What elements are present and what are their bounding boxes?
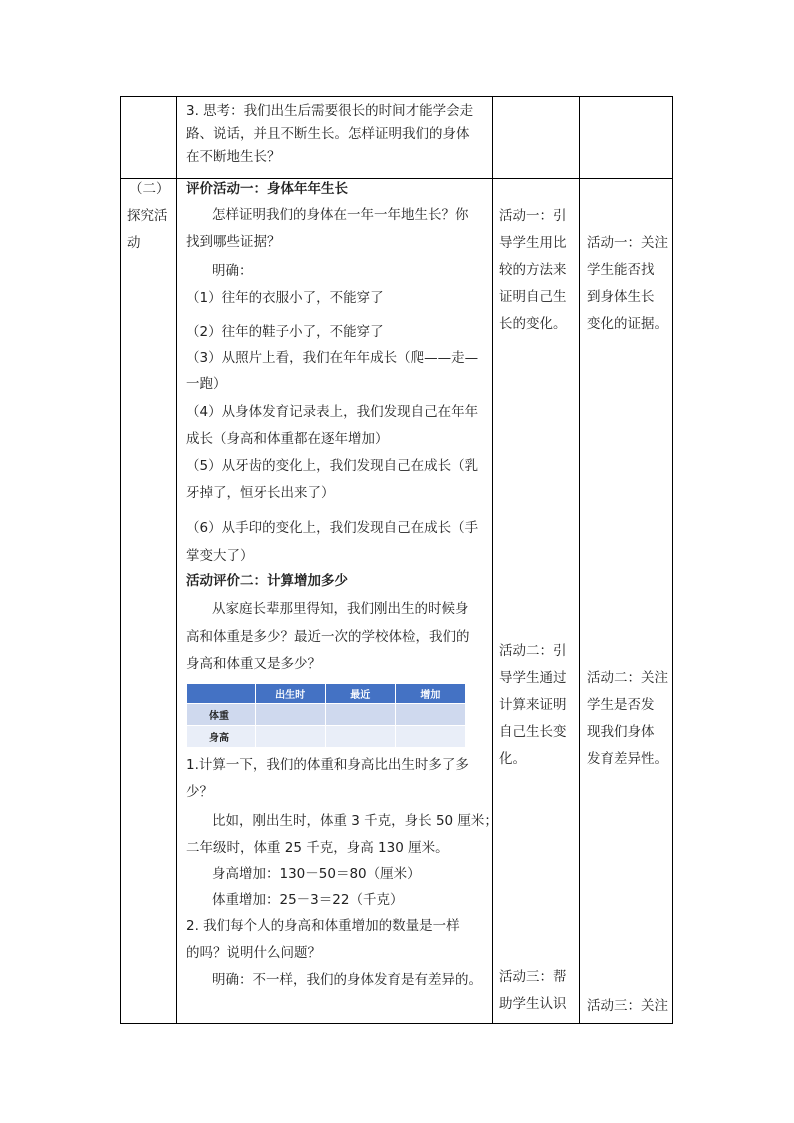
text-line: 较的方法来 [499, 262, 567, 278]
table-cell [255, 704, 325, 726]
text-line: 自己生长变 [499, 724, 567, 740]
column-divider [176, 97, 177, 1023]
evidence-item: （6）从手印的变化上，我们发现自己在成长（手 [186, 520, 479, 536]
text-line: 化。 [499, 751, 526, 767]
text-line: 体重增加：25－3＝22（千克） [212, 892, 404, 908]
section-name-line: 探究活 [127, 208, 168, 224]
activity-heading-2: 活动评价二：计算增加多少 [186, 573, 348, 589]
table-header-cell: 增加 [395, 684, 465, 704]
text-line: 的吗？说明什么问题？ [186, 945, 321, 961]
text-line: 路、说话，并且不断生长。怎样证明我们的身体 [186, 126, 470, 142]
text-line: 从家庭长辈那里得知，我们刚出生的时候身 [212, 601, 469, 617]
evidence-item: 掌变大了） [186, 548, 254, 564]
text-line: 高和体重是多少？最近一次的学校体检，我们的 [186, 629, 470, 645]
text-line: 活动三：帮 [499, 969, 567, 985]
text-line: 助学生认识 [499, 996, 567, 1012]
text-line: 3. 思考：我们出生后需要很长的时间才能学会走 [186, 103, 474, 119]
evidence-item: 一跑） [186, 376, 227, 392]
evidence-item: （3）从照片上看，我们在年年成长（爬——走— [186, 350, 479, 366]
evidence-item: 成长（身高和体重都在逐年增加） [186, 431, 389, 447]
text-line: 活动一：关注 [587, 235, 668, 251]
text-line: 二年级时，体重 25 千克，身高 130 厘米。 [186, 840, 449, 856]
table-cell [395, 726, 465, 748]
table-header-cell: 最近 [325, 684, 395, 704]
text-line: 计算来证明 [499, 697, 567, 713]
evidence-item: 牙掉了，恒牙长出来了） [186, 485, 335, 501]
text-line: 现我们身体 [587, 724, 655, 740]
text-line: 身高增加：130－50＝80（厘米） [212, 866, 421, 882]
table-cell [325, 726, 395, 748]
table-row [187, 726, 466, 748]
evidence-item: （1）往年的衣服小了，不能穿了 [186, 290, 384, 306]
table-row [187, 704, 466, 726]
text-line: 长的变化。 [499, 316, 567, 332]
text-line: 导学生用比 [499, 235, 567, 251]
table-cell [395, 704, 465, 726]
text-line: 明确：不一样，我们的身体发育是有差异的。 [212, 972, 482, 988]
text-line: 导学生通过 [499, 670, 567, 686]
text-line: 在不断地生长？ [186, 149, 281, 165]
table-cell [325, 704, 395, 726]
column-divider [492, 97, 493, 1023]
table-header-row [187, 684, 466, 704]
activity-heading-1: 评价活动一：身体年年生长 [186, 181, 348, 197]
column-divider [579, 97, 580, 1023]
text-line: 怎样证明我们的身体在一年一年地生长？你 [212, 207, 469, 223]
evidence-item: （2）往年的鞋子小了，不能穿了 [186, 324, 384, 340]
table-header-cell [187, 684, 256, 704]
text-line: 学生是否发 [587, 697, 655, 713]
row-divider [121, 178, 672, 179]
text-line: 少？ [186, 784, 213, 800]
text-line: 学生能否找 [587, 262, 655, 278]
text-line: 比如，刚出生时，体重 3 千克，身长 50 厘米； [212, 813, 498, 829]
table-cell [255, 726, 325, 748]
text-line: 发育差异性。 [587, 751, 668, 767]
text-line: 变化的证据。 [587, 316, 668, 332]
text-line: 活动二：关注 [587, 670, 668, 686]
text-line: 明确： [212, 263, 253, 279]
table-cell: 体重 [187, 704, 256, 726]
text-line: 到身体生长 [587, 289, 655, 305]
text-line: 活动一：引 [499, 208, 567, 224]
section-name-line: 动 [127, 235, 141, 251]
text-line: 活动三：关注 [587, 998, 668, 1014]
section-number: （二） [129, 181, 170, 197]
text-line: 证明自己生 [499, 289, 567, 305]
evidence-item: （4）从身体发育记录表上，我们发现自己在年年 [186, 404, 479, 420]
text-line: 身高和体重又是多少？ [186, 656, 321, 672]
text-line: 找到哪些证据？ [186, 234, 281, 250]
growth-data-table [186, 683, 466, 748]
evidence-item: （5）从牙齿的变化上，我们发现自己在成长（乳 [186, 458, 479, 474]
text-line: 2. 我们每个人的身高和体重增加的数量是一样 [186, 918, 460, 934]
text-line: 1.计算一下，我们的体重和身高比出生时多了多 [186, 757, 469, 773]
table-cell: 身高 [187, 726, 256, 748]
text-line: 活动二：引 [499, 643, 567, 659]
table-header-cell: 出生时 [255, 684, 325, 704]
lesson-plan-table [120, 96, 673, 1024]
